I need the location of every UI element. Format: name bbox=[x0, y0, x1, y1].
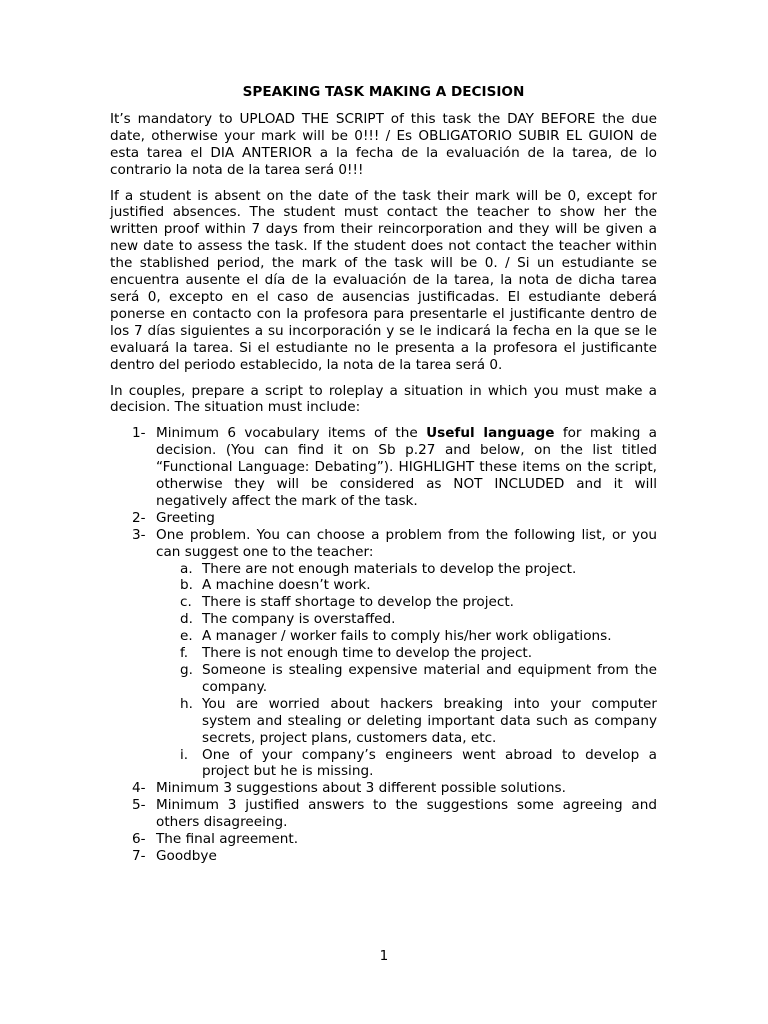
sub-list-item-letter: i. bbox=[180, 746, 189, 763]
sub-list-item-text: A machine doesn’t work. bbox=[202, 577, 371, 594]
sub-list-item bbox=[156, 662, 657, 696]
sub-list-item-text: The company is overstaffed. bbox=[202, 611, 396, 628]
list-item-number: 5- bbox=[132, 797, 146, 814]
sub-list-item bbox=[156, 628, 657, 645]
list-item bbox=[110, 848, 657, 865]
absence-policy-paragraph: If a student is absent on the date of the task their mark will be 0, except for justified absences. The student must contact the teacher to show her the written proof within 7 days from their reincorporation and they will be given a new date to assess the task. If the student does not contact the teacher within the stablished period, the mark of the task will be 0. / Si un estudiante se encuentra ausente el día de la evaluación de la tarea, la nota de dicha tarea será 0, excepto en el caso de ausencias justificadas. El estudiante deberá ponerse en contacto con la profesora para presentarle el justificante dentro de los 7 días siguientes a su incorporación y se le indicará la fecha en la que se le evaluará la tarea. Si el estudiante no le presenta a la profesora el justificante dentro del periodo establecido, la nota de la tarea será 0. bbox=[110, 187, 657, 373]
list-item-text: Greeting bbox=[156, 509, 215, 526]
sub-list-item-letter: a. bbox=[180, 560, 193, 577]
sub-list-item bbox=[156, 577, 657, 594]
sub-list-item-letter: d. bbox=[180, 611, 193, 628]
list-item-number: 7- bbox=[132, 847, 146, 864]
list-item bbox=[110, 797, 657, 831]
sub-list-item bbox=[156, 696, 657, 747]
sub-list-item-letter: c. bbox=[180, 594, 192, 611]
sub-list-item-text: One of your company’s engineers went abroad to develop a project but he is missing. bbox=[202, 746, 657, 780]
sub-list-item-text: You are worried about hackers breaking into your computer system and stealing or deleting important data such as company secrets, project plans, customers data, etc. bbox=[202, 695, 657, 746]
list-item bbox=[110, 510, 657, 527]
page-number: 1 bbox=[379, 948, 389, 964]
sub-list-item-text: A manager / worker fails to comply his/her work obligations. bbox=[202, 628, 612, 645]
list-item-text: One problem. You can choose a problem from the following list, or you can suggest one to the teacher: bbox=[156, 526, 657, 560]
sub-list-item-letter: b. bbox=[180, 577, 193, 594]
sub-list-item-letter: f. bbox=[180, 645, 189, 662]
sub-list-item-letter: e. bbox=[180, 628, 193, 645]
list-item-text: Minimum 3 suggestions about 3 different possible solutions. bbox=[156, 780, 566, 797]
list-item-number: 4- bbox=[132, 780, 146, 797]
list-item bbox=[110, 831, 657, 848]
sub-list-item-letter: h. bbox=[180, 695, 193, 712]
list-item bbox=[110, 527, 657, 781]
sub-list-item-text: There are not enough materials to develop the project. bbox=[202, 560, 577, 577]
task-instructions-paragraph: In couples, prepare a script to roleplay a situation in which you must make a decision. The situation must include: bbox=[110, 382, 657, 416]
list-item-text: Minimum 3 justified answers to the suggestions some agreeing and others disagreeing. bbox=[156, 797, 657, 831]
sub-list-item bbox=[156, 594, 657, 611]
sub-list-item-text: There is staff shortage to develop the project. bbox=[202, 594, 514, 611]
list-item-number: 2- bbox=[132, 509, 146, 526]
sub-list-item-text: There is not enough time to develop the project. bbox=[202, 645, 533, 662]
useful-language-emphasis: Useful language bbox=[426, 425, 555, 442]
list-item-text: The final agreement. bbox=[156, 831, 299, 848]
list-item-number: 3- bbox=[132, 526, 146, 543]
sub-list-item-text: Someone is stealing expensive material and equipment from the company. bbox=[202, 662, 657, 695]
list-item-text: Goodbye bbox=[156, 847, 217, 864]
list-item-number: 6- bbox=[132, 831, 146, 848]
sub-list-item bbox=[156, 561, 657, 578]
list-item-number: 1- bbox=[132, 425, 146, 442]
upload-notice-paragraph: It’s mandatory to UPLOAD THE SCRIPT of this task the DAY BEFORE the due date, otherwise your mark will be 0!!! / Es OBLIGATORIO SUBIR EL GUION de esta tarea el DIA ANTERIOR a la fecha de la evaluación de la tarea, de lo contrario la nota de la tarea será 0!!! bbox=[110, 110, 657, 178]
problem-options-list bbox=[156, 561, 657, 781]
list-item bbox=[110, 425, 657, 510]
sub-list-item bbox=[156, 747, 657, 781]
requirements-list bbox=[110, 425, 657, 865]
document-page bbox=[110, 84, 657, 865]
sub-list-item-letter: g. bbox=[180, 662, 193, 678]
list-item bbox=[110, 780, 657, 797]
list-item-text: Minimum 6 vocabulary items of the bbox=[156, 425, 427, 442]
sub-list-item bbox=[156, 645, 657, 662]
sub-list-item bbox=[156, 611, 657, 628]
document-title: SPEAKING TASK MAKING A DECISION bbox=[242, 84, 525, 100]
list-item-text: for making a decision. (You can find it on Sb p.27 and below, on the list titled “Functional Language: Debating”). HIGHLIGHT these items on the script, otherwise they will be considered as NOT INCLUDED and it will negatively affect the mark of the task. bbox=[156, 425, 658, 509]
